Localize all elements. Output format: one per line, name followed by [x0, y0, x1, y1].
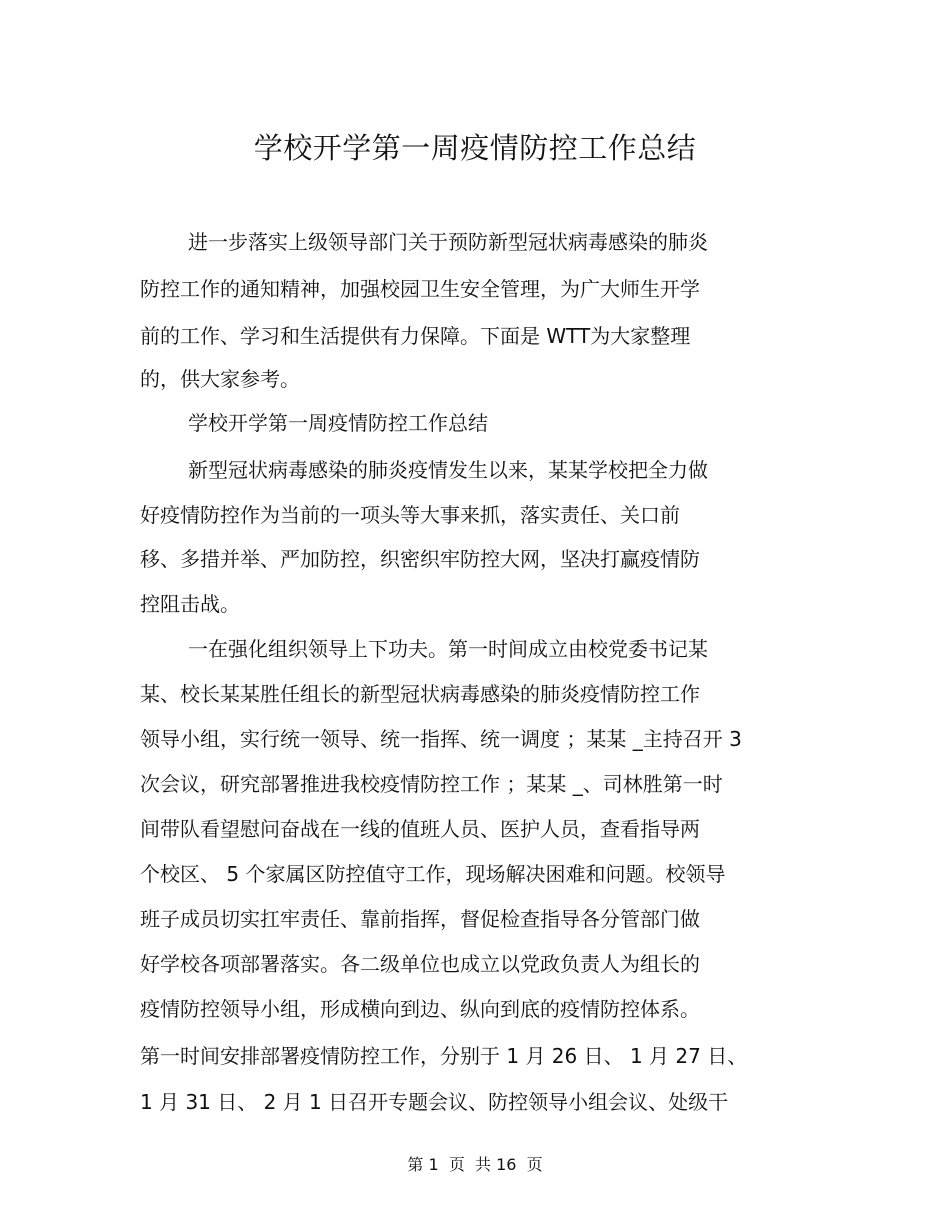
- paragraph-line: 的，供大家参考。: [140, 367, 300, 391]
- paragraph-line: 新型冠状病毒感染的肺炎疫情发生以来，某某学校把全力做: [188, 458, 708, 482]
- page-number-footer: 第 1 页 共 16 页: [407, 1155, 543, 1174]
- paragraph-line: 控阻击战。: [140, 592, 240, 616]
- paragraph-line: 第一时间安排部署疫情防控工作，分别于 1 月 26 日、 1 月 27 日、: [140, 1044, 748, 1068]
- paragraph-line: 疫情防控领导小组，形成横向到边、纵向到底的疫情防控体系。: [140, 997, 700, 1021]
- paragraph-line: 好疫情防控作为当前的一项头等大事来抓，落实责任、关口前: [140, 503, 680, 527]
- paragraph-line: 防控工作的通知精神，加强校园卫生安全管理，为广大师生开学: [140, 277, 700, 301]
- document-title: 学校开学第一周疫情防控工作总结: [253, 131, 697, 165]
- paragraph-line: 移、多措并举、严加防控，织密织牢防控大网，坚决打赢疫情防: [140, 547, 700, 571]
- paragraph-line: 某、校长某某胜任组长的新型冠状病毒感染的肺炎疫情防控工作: [140, 682, 700, 706]
- paragraph-line: 领导小组，实行统一领导、统一指挥、统一调度 ；某某 _主持召开 3: [140, 727, 742, 751]
- paragraph-line: 间带队看望慰问奋战在一线的值班人员、医护人员，查看指导两: [140, 817, 700, 841]
- paragraph-line: 进一步落实上级领导部门关于预防新型冠状病毒感染的肺炎: [188, 230, 708, 254]
- section-heading: 学校开学第一周疫情防控工作总结: [188, 411, 488, 435]
- paragraph-line: 前的工作、学习和生活提供有力保障。下面是 WTT为大家整理: [140, 324, 691, 348]
- paragraph-line: 班子成员切实扛牢责任、靠前指挥，督促检查指导各分管部门做: [140, 907, 700, 931]
- paragraph-line: 个校区、 5 个家属区防控值守工作，现场解决困难和问题。校领导: [140, 862, 726, 886]
- paragraph-line: 好学校各项部署落实。各二级单位也成立以党政负责人为组长的: [140, 952, 700, 976]
- paragraph-line: 一在强化组织领导上下功夫。第一时间成立由校党委书记某: [188, 637, 708, 661]
- paragraph-line: 次会议，研究部署推进我校疫情防控工作 ；某某 _、司林胜第一时: [140, 772, 723, 796]
- paragraph-line: 1 月 31 日、 2 月 1 日召开专题会议、防控领导小组会议、处级干: [140, 1090, 729, 1114]
